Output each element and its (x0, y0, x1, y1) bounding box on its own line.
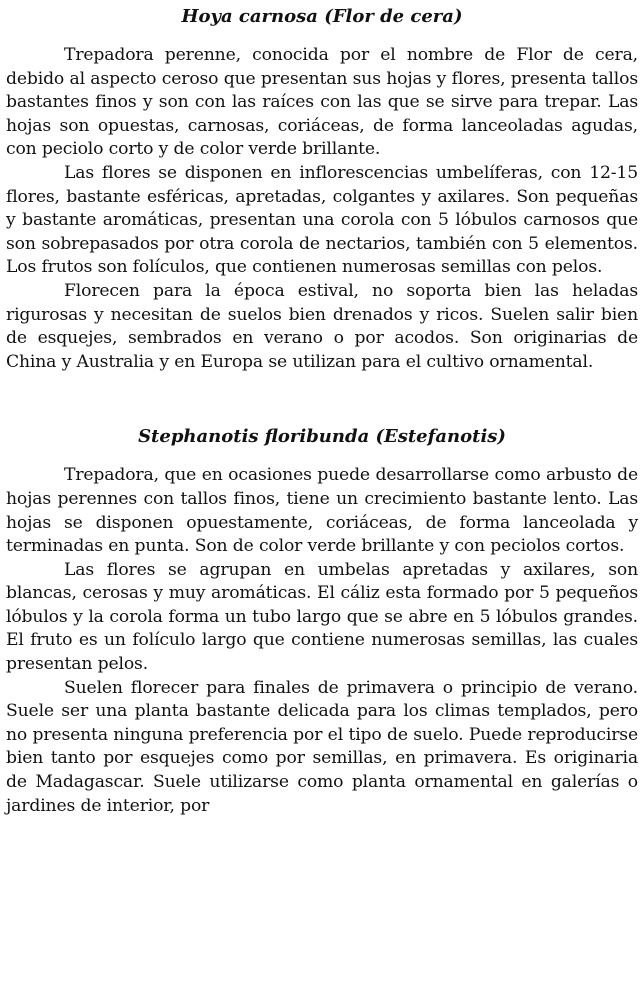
section-body-hoya (6, 44, 638, 374)
paragraph: Suelen florecer para finales de primavera o principio de verano. Suele ser una planta bastante delicada para los climas templados, pero no presenta ninguna preferencia por el tipo de suelo. Puede reproducirse bien tanto por esquejes como por semillas, en primavera. Es originaria de Madagascar. Suele utilizarse como planta ornamental en galerías o jardines de interior, por (6, 677, 638, 816)
section-title-hoya: Hoya carnosa (Flor de cera) (181, 6, 463, 27)
document-page (6, 0, 638, 818)
paragraph: Las flores se disponen en inflorescencias umbelíferas, con 12-15 flores, bastante esféricas, apretadas, colgantes y axilares. Son pequeñas y bastante aromáticas, presentan una corola con 5 lóbulos carnosos que son sobrepasados por otra corola de nectarios, también con 5 elementos. Los frutos son folículos, que contienen numerosas semillas con pelos. (6, 162, 638, 278)
section-body-stephanotis (6, 464, 638, 818)
paragraph: Trepadora, que en ocasiones puede desarrollarse como arbusto de hojas perennes con tallos finos, tiene un crecimiento bastante lento. Las hojas se disponen opuestamente, coriáceas, de forma lanceolada y terminadas en punta. Son de color verde brillante y con peciolos cortos. (6, 465, 638, 557)
section-title-stephanotis: Stephanotis floribunda (Estefanotis) (138, 426, 506, 448)
paragraph: Trepadora perenne, conocida por el nombre de Flor de cera, debido al aspecto ceroso que presentan sus hojas y flores, presenta tallos bastantes finos y son con las raíces con las que se sirve para trepar. Las hojas son opuestas, carnosas, coriáceas, de forma lanceoladas agudas, con peciolo corto y de color verde brillante. (6, 45, 638, 160)
paragraph: Florecen para la época estival, no soporta bien las heladas rigurosas y necesitan de suelos bien drenados y ricos. Suelen salir bien de esquejes, sembrados en verano o por acodos. Son originarias de China y Australia y en Europa se utilizan para el cultivo ornamental. (6, 280, 638, 372)
paragraph: Las flores se agrupan en umbelas apretadas y axilares, son blancas, cerosas y muy aromáticas. El cáliz esta formado por 5 pequeños lóbulos y la corola forma un tubo largo que se abre en 5 lóbulos grandes. El fruto es un folículo largo que contiene numerosas semillas, las cuales presentan pelos. (6, 559, 638, 675)
